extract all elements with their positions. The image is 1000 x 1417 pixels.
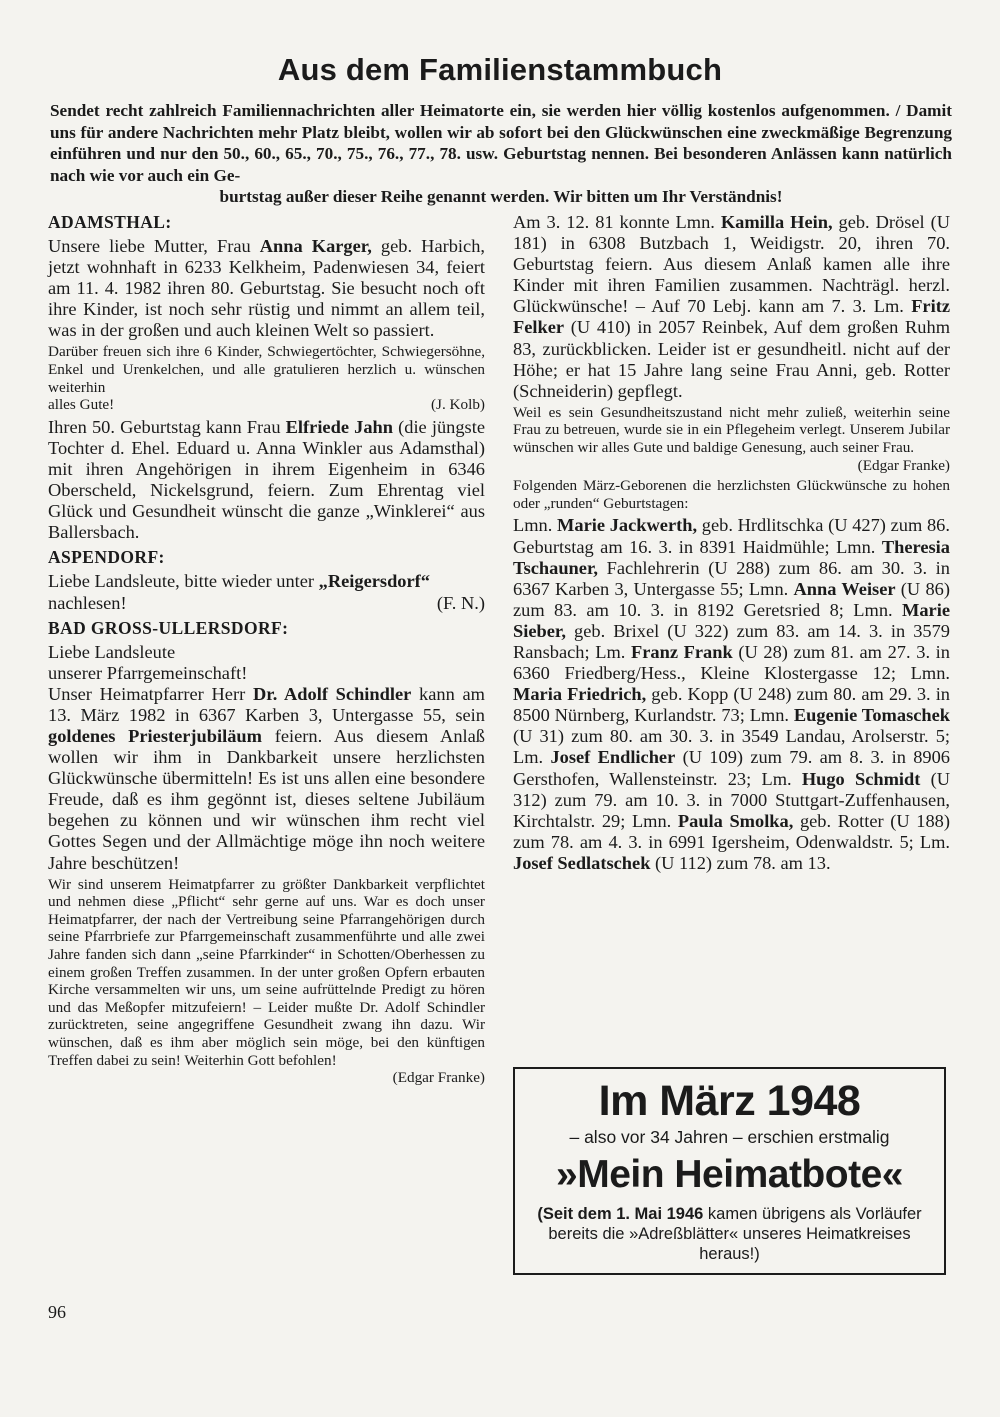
note-text: Darüber freuen sich ihre 6 Kinder, Schwiegertöchter, Schwiegersöhne, Enkel und Urenkelchen, und alle gratulieren herzlich u. wünschen weiterhin <box>48 343 485 396</box>
intro-last-line: burtstag außer dieser Reihe genannt werden. Wir bitten um Ihr Verständnis! <box>219 187 783 206</box>
right-note-2: Folgenden März-Geborenen die herzlichsten Glückwünsche zu hohen oder „runden“ Geburtstagen: <box>513 477 950 512</box>
birthday-entry-text: Fachlehrerin (U 288) zum 86. am 30. 3. in 6367 Karben 3, Untergasse 55; <box>513 557 950 599</box>
birthday-person-name: Josef Sedlatschek <box>513 852 651 873</box>
signature: (F. N.) <box>436 592 485 613</box>
signature: (Edgar Franke) <box>392 1069 485 1087</box>
page-number: 96 <box>48 1302 66 1322</box>
text-span: nachlesen! <box>48 592 127 613</box>
birthday-entry-text: Lmn. <box>749 705 794 726</box>
right-note-1 <box>513 404 950 474</box>
notice-footnote <box>515 1204 944 1264</box>
birthday-entry-text: (U 28) zum 81. am 27. 3. in 6360 Friedberg/Hess., Kleine Klostergasse 12; <box>513 641 950 684</box>
jubilee-text: goldenes Priesterjubiläum <box>48 725 262 746</box>
signature: (J. Kolb) <box>431 396 485 414</box>
birthday-person-name: Marie Jackwerth, <box>557 515 698 536</box>
birthday-entry-text: (U 312) zum 79. am 10. 3. in 7000 Stuttgart-Zuffenhausen, Kirchtalstr. 29; <box>513 768 950 831</box>
birthday-entry-text: Lmn. <box>853 599 902 620</box>
salutation-line: unserer Pfarrgemeinschaft! <box>48 662 248 683</box>
text-span: Liebe Landsleute, bitte wieder unter <box>48 571 319 592</box>
birthday-entry-text: (U 86) zum 83. am 10. 3. in 8192 Geretsried 8; <box>513 578 950 620</box>
birthday-entry-text: Lm. <box>761 768 802 789</box>
birthday-entry-text: Lm. <box>513 747 551 768</box>
salutation-line: Liebe Landsleute <box>48 641 176 662</box>
anniversary-notice-box <box>513 1067 946 1275</box>
note-text: Wir sind unserem Heimatpfarrer zu größter Dankbarkeit verpflichtet und nehmen diese „Pflicht“ sehr gerne auf uns. War es doch unser Heimatpfarrer, der nach der Vertreibung seine Pfarrangehörigen durch seine Pfarrbriefe zur Pfarrgemeinschaft zusammenführte und alle zwei Jahre fanden sich dann „seine Pfarrkinder“ in Schotten/Oberhessen zu einem großen Treffen zusammen. In der unter großen Opfern erbauten Kirche versammelten wir uns, um seine aufrüttelnde Predigt zu hören und das Meßopfer mitzufeiern! – Leider mußte Dr. Adolf Schindler zurücktreten, seine angegriffene Gesundheit zwang ihn dazu. Wir wünschen, daß es ihm aber möglich sein möge, bei den künftigen Treffen dabei zu sein! Weiterhin Gott befohlen! <box>48 875 485 1069</box>
bad-gross-salutation <box>48 642 485 684</box>
birthday-person-name: Marie Sieber, <box>513 599 950 641</box>
text-span: Unser Heimatpfarrer Herr <box>48 683 253 704</box>
text-span: kann am 13. März 1982 in 6367 Karben 3, Untergasse 55, sein <box>48 683 485 725</box>
section-heading-aspendorf: ASPENDORF: <box>48 547 165 568</box>
bad-gross-paragraph <box>48 684 485 874</box>
page-title: Aus dem Familienstammbuch <box>277 52 723 87</box>
text-span: Unsere liebe Mutter, Frau <box>48 236 260 256</box>
person-name: Kamilla Hein, <box>720 212 833 232</box>
person-name: Fritz Felker <box>513 296 950 338</box>
birthday-person-name: Hugo Schmidt <box>801 768 921 789</box>
adamsthal-paragraph-2 <box>48 417 485 544</box>
bad-gross-note <box>48 876 485 1087</box>
right-paragraph-1 <box>513 212 950 402</box>
aspendorf-paragraph <box>48 571 485 613</box>
text-span: Ihren 50. Geburtstag kann Frau <box>48 416 286 437</box>
notice-subtitle: – also vor 34 Jahren – erschien erstmalig <box>569 1127 890 1147</box>
birthday-person-name: Anna Weiser <box>793 578 896 599</box>
birthday-list <box>513 515 950 874</box>
birthday-entry-text: geb. Kopp (U 248) zum 80. am 29. 3. in 8500 Nürnberg, Kurlandstr. 73; <box>513 684 950 726</box>
birthday-entry-text: Lmn. <box>748 578 794 599</box>
person-name: Dr. Adolf Schindler <box>252 683 412 704</box>
right-column <box>513 212 950 874</box>
adamsthal-note <box>48 343 485 413</box>
birthday-entry-text: geb. Hrdlitschka (U 427) zum 86. Geburtstag am 16. 3. in 8391 Haidmühle; <box>513 515 950 557</box>
birthday-entry-text: geb. Brixel (U 322) zum 83. am 14. 3. in 3579 Ransbach; <box>513 620 950 662</box>
left-column <box>48 212 485 1090</box>
text-span: Am 3. 12. 81 konnte Lmn. <box>513 212 721 232</box>
intro-text: Sendet recht zahlreich Familiennachrichten aller Heimatorte ein, sie werden hier völlig kostenlos aufgenommen. / Damit uns für andere Nachrichten mehr Platz bleibt, wollen wir ab sofort bei den Glückwünschen eine zweckmäßige Begrenzung einführen und nur den 50., 60., 65., 70., 75., 76., 77., 78. usw. Geburtstag nennen. Bei besonderen Anlässen kann natürlich nach wie vor auch ein Ge- <box>50 101 952 185</box>
notice-footnote-text: kamen übrigens als Vorläufer bereits die »Adreßblätter« unseres Heimatkreises heraus!) <box>548 1205 922 1263</box>
intro-paragraph <box>50 100 952 208</box>
birthday-person-name: Paula Smolka, <box>677 810 794 831</box>
birthday-entry-text: Lmn. <box>513 515 558 536</box>
birthday-person-name: Theresia Tschauner, <box>513 536 950 578</box>
place-name: „Reigersdorf“ <box>318 571 430 592</box>
birthday-entry-text: geb. Rotter (U 188) zum 78. am 4. 3. in 6991 Igersheim, Odenwaldstr. 5; <box>513 810 950 852</box>
notice-publication-name: »Mein Heimatbote« <box>556 1153 903 1196</box>
signature-row <box>48 396 485 414</box>
section-heading-adamsthal: ADAMSTHAL: <box>48 212 172 232</box>
signature: (Edgar Franke) <box>857 456 950 474</box>
person-name: Anna Karger, <box>259 236 372 256</box>
text-span: (U 410) in 2057 Reinbek, Auf dem großen Ruhm 83, zurückblicken. Leider ist er gesundheitl. nicht auf der Höhe; er hat 15 Jahre lang seine Frau Anni, geb. Rotter (Schneiderin) gepflegt. <box>513 317 950 401</box>
note-text: Weil es sein Gesundheitszustand nicht mehr zuließ, weiterhin seine Frau zu betreuen, wurde sie in ein Pflegeheim verlegt. Unserem Jubilar wünschen wir alles Gute und baldige Genesung, auch seiner Frau. <box>513 403 950 457</box>
birthday-entry-text: Lm. <box>595 641 632 662</box>
text-span: geb. Drösel (U 181) in 6308 Butzbach 1, Weidigstr. 20, ihren 70. Geburtstag feiern. Aus diesem Anlaß kamen alle ihre Kinder mit ihren Familien zusammen. Nachträgl. herzl. Glückwünsche! – Auf 70 Lebj. kann am 7. 3. Lm. <box>513 212 950 317</box>
text-span: geb. Harbich, jetzt wohnhaft in 6233 Kelkheim, Padenwiesen 34, feiert am 11. 4. 1982 ihren 80. Geburtstag. Sie besucht noch oft ihre Kinder, ist noch sehr rüstig und nimmt an allem teil, was in der großen und auch kleinen Welt so passiert. <box>48 236 485 341</box>
note-end: alles Gute! <box>48 396 115 414</box>
birthday-entry-text: Lmn. <box>910 663 950 684</box>
birthday-person-name: Maria Friedrich, <box>513 684 647 705</box>
birthday-person-name: Eugenie Tomaschek <box>793 705 951 726</box>
birthday-entry-text: (U 109) zum 79. am 8. 3. in 8906 Gersthofen, Wallensteinstr. 23; <box>513 747 950 789</box>
birthday-entry-text: Lmn. <box>836 536 882 557</box>
section-heading-bad-gross-ullersdorf: BAD GROSS-ULLERSDORF: <box>48 617 289 638</box>
birthday-person-name: Franz Frank <box>631 641 733 662</box>
birthday-entry-text: (U 31) zum 80. am 30. 3. in 3549 Landau, Arolserstr. 5; <box>513 726 950 747</box>
birthday-entry-text: Lm. <box>919 831 950 852</box>
birthday-entry-text: (U 112) zum 78. am 13. <box>650 852 831 873</box>
adamsthal-paragraph-1 <box>48 236 485 341</box>
text-span: feiern. Aus diesem Anlaß wollen wir ihm in Dankbarkeit unsere herzlichsten Glückwünsche übermitteln! Es ist uns allen eine besondere Freude, daß es ihm gegönnt ist, dieses seltene Jubiläum begehen zu können und wir wünschen ihm recht viel Gottes Segen und der Allmächtige möge ihn noch weitere Jahre beschützen! <box>48 725 485 873</box>
birthday-entry-text: Lmn. <box>631 810 678 831</box>
notice-footnote-bold: (Seit dem 1. Mai 1946 <box>537 1205 704 1223</box>
notice-title: Im März 1948 <box>598 1077 861 1125</box>
signature-row <box>48 593 485 614</box>
person-name: Elfriede Jahn <box>285 416 393 437</box>
text-span: (die jüngste Tochter d. Ehel. Eduard u. Anna Winkler aus Adamsthal) mit ihren Angehörigen in ihrem Eigenheim in 6346 Oberscheld, Nickelsgrund, feiern. Zum Ehrentag viel Glück und Gesundheit wünscht die ganze „Winklerei“ aus Ballersbach. <box>48 416 485 543</box>
birthday-person-name: Josef Endlicher <box>550 747 676 768</box>
